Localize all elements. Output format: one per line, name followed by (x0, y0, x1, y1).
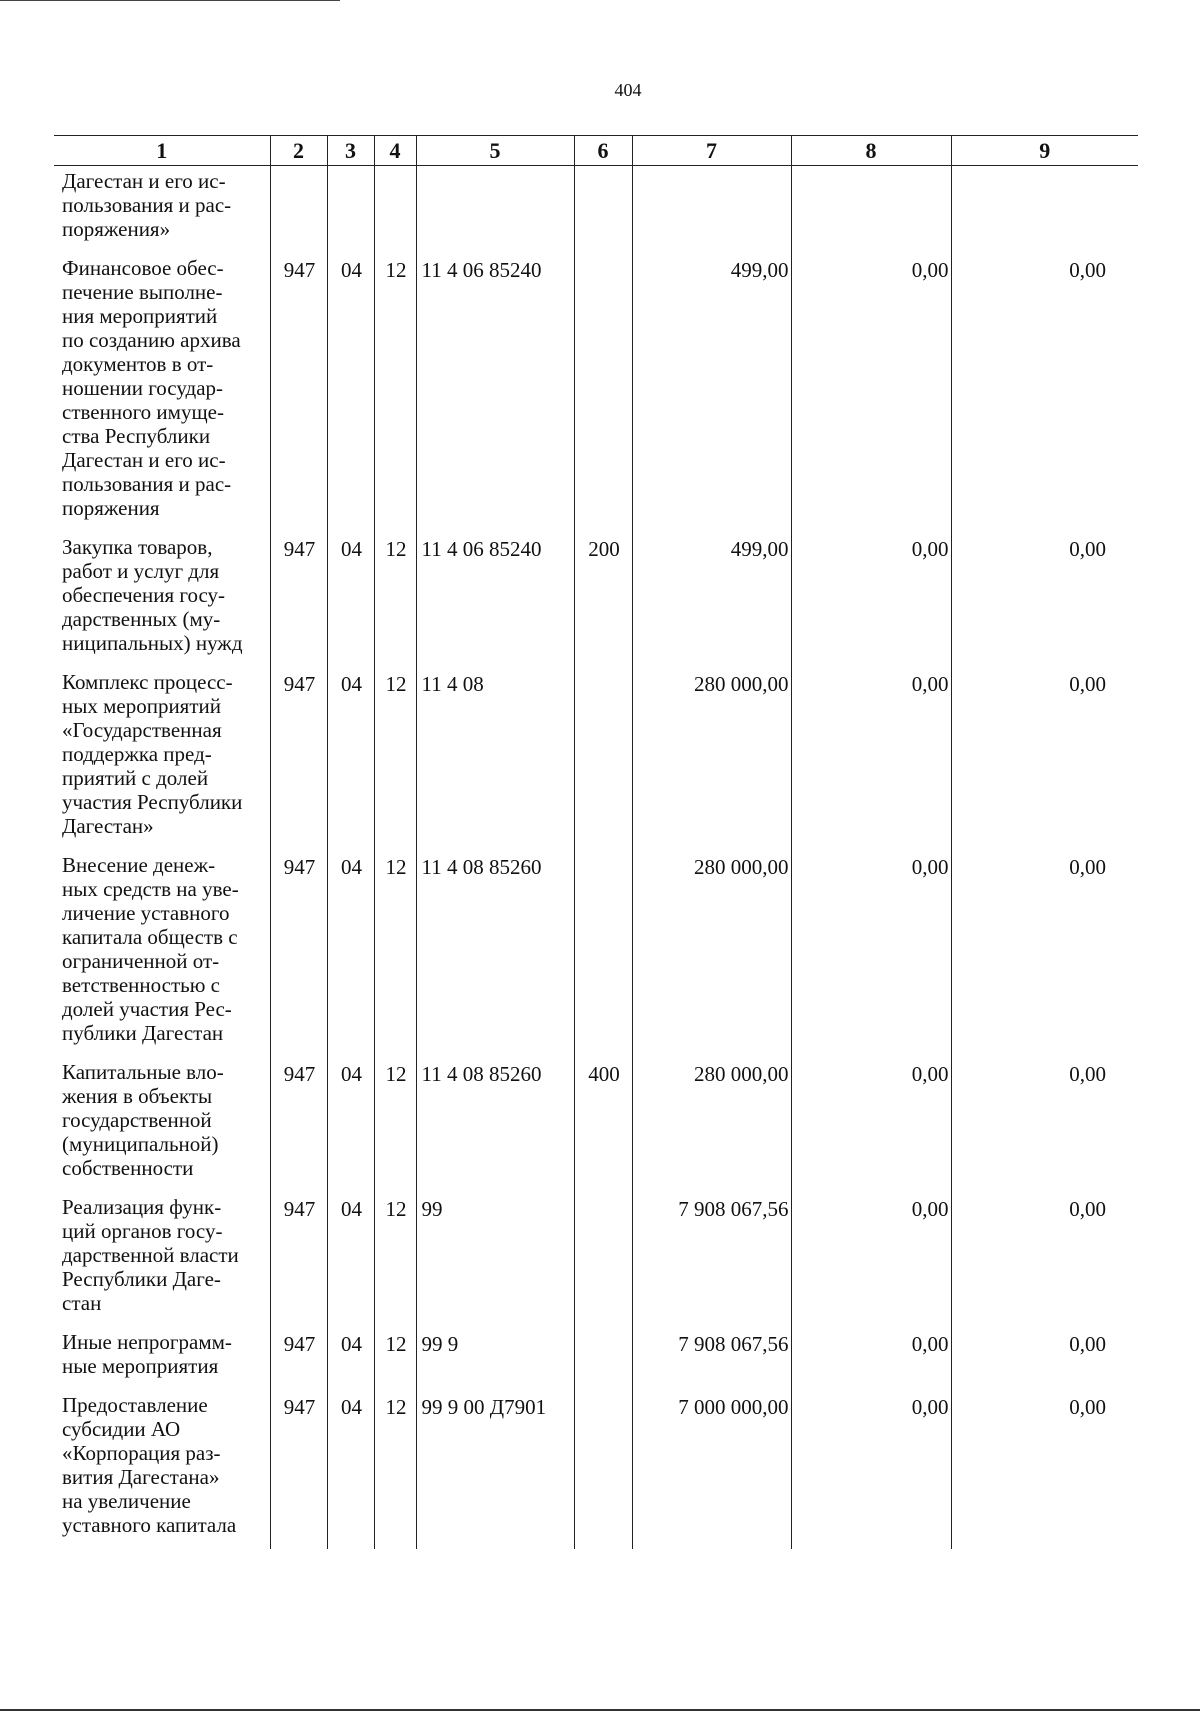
column-header: 9 (951, 136, 1138, 166)
table-row (54, 1390, 1138, 1549)
col-3-value (327, 166, 374, 254)
column-header: 5 (416, 136, 574, 166)
col-2-value: 947 (270, 667, 327, 850)
col-8-amount: 0,00 (791, 532, 951, 667)
col-5-code: 11 4 06 85240 (416, 253, 574, 532)
col-5-code: 99 (416, 1192, 574, 1327)
col-7-amount: 7 908 067,56 (632, 1192, 791, 1327)
table-row (54, 1327, 1138, 1390)
column-header: 1 (54, 136, 270, 166)
col-3-value: 04 (327, 1327, 374, 1390)
col-7-amount (632, 166, 791, 254)
col-4-value: 12 (374, 667, 416, 850)
col-3-value: 04 (327, 1192, 374, 1327)
table-row (54, 532, 1138, 667)
scan-top-edge-line (0, 0, 340, 1)
col-9-amount (951, 166, 1138, 254)
column-header: 7 (632, 136, 791, 166)
col-8-amount: 0,00 (791, 1390, 951, 1549)
col-3-value: 04 (327, 253, 374, 532)
col-8-amount (791, 166, 951, 254)
col-5-code: 99 9 (416, 1327, 574, 1390)
col-6-value (574, 1327, 632, 1390)
column-header: 2 (270, 136, 327, 166)
col-7-amount: 7 908 067,56 (632, 1327, 791, 1390)
col-9-amount: 0,00 (951, 532, 1138, 667)
col-7-amount: 280 000,00 (632, 850, 791, 1057)
table-row (54, 253, 1138, 532)
col-6-value: 400 (574, 1057, 632, 1192)
budget-table-container (54, 135, 1138, 1549)
col-6-value (574, 253, 632, 532)
col-2-value: 947 (270, 1192, 327, 1327)
col-6-value (574, 1390, 632, 1549)
col-9-amount: 0,00 (951, 1057, 1138, 1192)
row-name: Предоставление субсидии АО «Корпорация раз- вития Дагестана» на увеличение уставного капитала (62, 1393, 237, 1537)
budget-table (54, 135, 1138, 1549)
column-header: 6 (574, 136, 632, 166)
table-row (54, 850, 1138, 1057)
col-2-value: 947 (270, 850, 327, 1057)
row-name: Финансовое обес- печение выполне- ния мероприятий по созданию архива документов в от- ношении государ- ственного имуще- ства Республики Дагестан и его ис- пользования и рас- поряжения (62, 256, 241, 520)
column-header: 8 (791, 136, 951, 166)
col-5-code: 11 4 06 85240 (416, 532, 574, 667)
column-header: 4 (374, 136, 416, 166)
row-name: Капитальные вло- жения в объекты государственной (муниципальной) собственности (62, 1060, 224, 1180)
col-5-code: 11 4 08 (416, 667, 574, 850)
col-4-value: 12 (374, 1192, 416, 1327)
col-2-value: 947 (270, 532, 327, 667)
col-3-value: 04 (327, 1057, 374, 1192)
table-header (54, 136, 1138, 166)
scan-bottom-edge-line (0, 1709, 1200, 1711)
col-9-amount: 0,00 (951, 1192, 1138, 1327)
col-4-value: 12 (374, 1057, 416, 1192)
col-8-amount: 0,00 (791, 1327, 951, 1390)
col-3-value: 04 (327, 1390, 374, 1549)
col-2-value (270, 166, 327, 254)
col-2-value: 947 (270, 1327, 327, 1390)
col-4-value (374, 166, 416, 254)
col-2-value: 947 (270, 253, 327, 532)
col-5-code: 11 4 08 85260 (416, 1057, 574, 1192)
col-7-amount: 499,00 (632, 253, 791, 532)
table-row (54, 1192, 1138, 1327)
col-8-amount: 0,00 (791, 850, 951, 1057)
col-6-value (574, 1192, 632, 1327)
col-6-value (574, 850, 632, 1057)
col-6-value: 200 (574, 532, 632, 667)
col-8-amount: 0,00 (791, 253, 951, 532)
col-7-amount: 280 000,00 (632, 1057, 791, 1192)
row-name: Дагестан и его ис- пользования и рас- поряжения» (62, 169, 232, 241)
col-9-amount: 0,00 (951, 850, 1138, 1057)
col-9-amount: 0,00 (951, 1390, 1138, 1549)
col-4-value: 12 (374, 532, 416, 667)
col-9-amount: 0,00 (951, 253, 1138, 532)
col-3-value: 04 (327, 667, 374, 850)
col-4-value: 12 (374, 850, 416, 1057)
col-2-value: 947 (270, 1057, 327, 1192)
col-5-code (416, 166, 574, 254)
col-6-value (574, 166, 632, 254)
row-name: Комплекс процесс- ных мероприятий «Государственная поддержка пред- приятий с долей участия Республики Дагестан» (62, 670, 243, 838)
col-7-amount: 7 000 000,00 (632, 1390, 791, 1549)
col-3-value: 04 (327, 532, 374, 667)
col-5-code: 99 9 00 Д7901 (416, 1390, 574, 1549)
col-7-amount: 499,00 (632, 532, 791, 667)
col-3-value: 04 (327, 850, 374, 1057)
row-name: Иные непрограмм- ные мероприятия (62, 1330, 232, 1378)
row-name: Закупка товаров, работ и услуг для обеспечения госу- дарственных (му- ниципальных) нужд (62, 535, 243, 655)
col-9-amount: 0,00 (951, 1327, 1138, 1390)
col-5-code: 11 4 08 85260 (416, 850, 574, 1057)
col-4-value: 12 (374, 1327, 416, 1390)
row-name: Реализация функ- ций органов госу- дарственной власти Республики Даге- стан (62, 1195, 239, 1315)
table-row (54, 166, 1138, 254)
page-number: 404 (614, 80, 642, 100)
col-6-value (574, 667, 632, 850)
row-name: Внесение денеж- ных средств на уве- личение уставного капитала обществ с ограниченной от- ветственностью с долей участия Рес- публики Дагестан (62, 853, 239, 1045)
table-row (54, 1057, 1138, 1192)
col-9-amount: 0,00 (951, 667, 1138, 850)
table-row (54, 667, 1138, 850)
col-8-amount: 0,00 (791, 667, 951, 850)
column-header: 3 (327, 136, 374, 166)
col-2-value: 947 (270, 1390, 327, 1549)
col-8-amount: 0,00 (791, 1057, 951, 1192)
col-4-value: 12 (374, 253, 416, 532)
table-body (54, 166, 1138, 1550)
col-7-amount: 280 000,00 (632, 667, 791, 850)
col-8-amount: 0,00 (791, 1192, 951, 1327)
col-4-value: 12 (374, 1390, 416, 1549)
header-row (54, 136, 1138, 166)
